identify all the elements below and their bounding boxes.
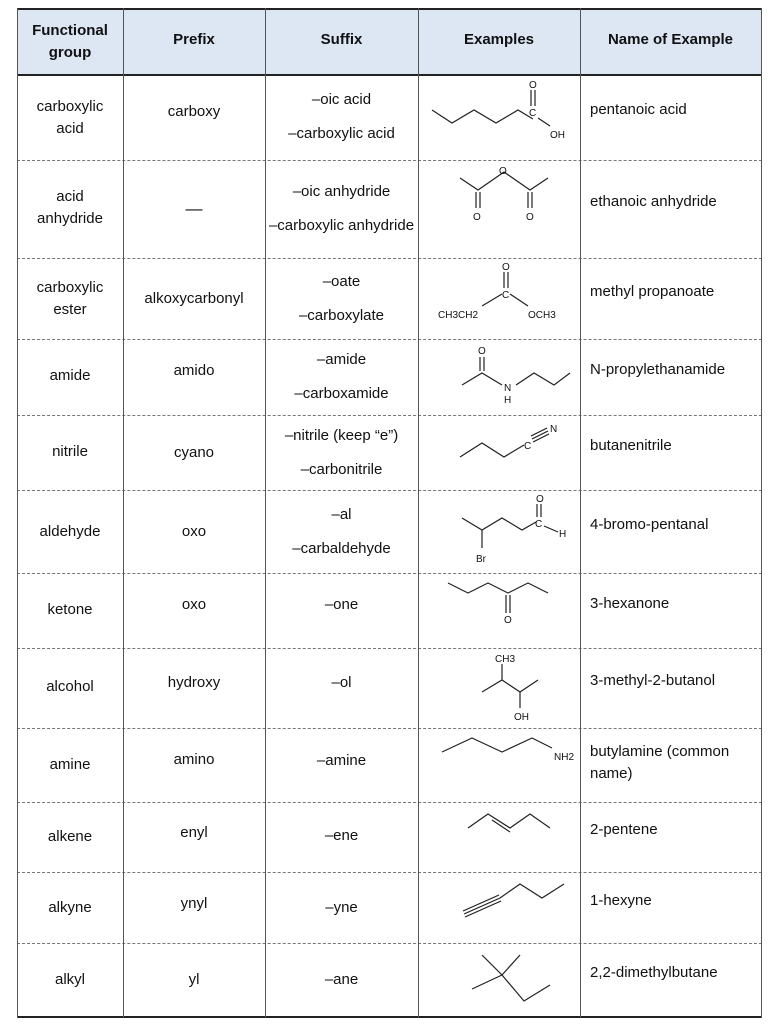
suffix-cell: –ol (331, 674, 352, 692)
suffix-secondary: –carboxylic anhydride (268, 217, 415, 234)
suffix-secondary: –carboxamide (294, 385, 389, 402)
triple-bond (463, 895, 499, 911)
name-cell (580, 339, 761, 415)
3-methyl-2-butanol-structure (420, 650, 580, 726)
carbon-label: C (502, 290, 510, 301)
example-name: methyl propanoate (590, 282, 715, 300)
oxygen-label: O (473, 212, 481, 223)
carbon-chain (462, 518, 536, 530)
example-name: N-propylethanamide (590, 361, 726, 379)
2,2-dimethylbutane-structure (420, 945, 580, 1013)
example-name: 4-bromo-pentanal (590, 515, 709, 533)
prefix-cell: oxo (181, 522, 207, 540)
suffix-cell: –ane (324, 970, 359, 988)
name-cell (580, 872, 761, 943)
header-examples: Examples (463, 31, 535, 49)
carbon-label: C (535, 519, 543, 530)
butylamine-structure (420, 730, 580, 800)
group-cell: alcohol (46, 678, 94, 696)
carbon-chain (502, 975, 550, 1001)
name-cell (580, 728, 761, 802)
butanenitrile-structure (420, 417, 580, 487)
methyl-bond (472, 975, 502, 989)
aldehyde-h-bond (544, 526, 558, 532)
carbon-chain (448, 583, 548, 593)
header-name-of-example: Name of Example (607, 31, 734, 49)
group-cell: alkyne (48, 899, 92, 917)
bromine-label: Br (476, 554, 486, 565)
2-pentene-structure (420, 804, 580, 870)
prefix-cell: amino (173, 751, 215, 769)
header-prefix: Prefix (173, 31, 215, 49)
example-name: pentanoic acid (590, 101, 687, 119)
methyl-bond (482, 955, 502, 975)
ester-bond (510, 294, 528, 306)
suffix-primary: –oic anhydride (292, 183, 391, 201)
3-hexanone-structure (420, 575, 580, 645)
oxygen-label: O (526, 212, 534, 223)
suffix-cell (265, 415, 418, 490)
example-name: butylamine (common name) (590, 743, 730, 782)
triple-bond (465, 901, 501, 917)
prefix-cell: amido (173, 362, 215, 380)
carbon-chain (432, 110, 533, 123)
prefix-cell: alkoxycarbonyl (144, 289, 244, 307)
name-cell (580, 258, 761, 339)
suffix-primary: –al (331, 505, 352, 523)
triple-bond (532, 431, 548, 439)
example-name: 3-methyl-2-butanol (590, 672, 716, 690)
group-cell: amine (49, 756, 91, 774)
nitrogen-label: N (504, 383, 512, 394)
suffix-cell (265, 74, 418, 160)
example-name: 3-hexanone (590, 594, 670, 612)
carbon-chain (482, 680, 538, 692)
suffix-secondary: –carbaldehyde (292, 539, 391, 557)
header-suffix: Suffix (320, 31, 363, 49)
group-cell: carboxylic ester (36, 279, 104, 318)
carbon-chain (442, 738, 552, 752)
amide-backbone (462, 373, 502, 385)
column-border (17, 8, 18, 1018)
example-name: butanenitrile (590, 436, 672, 454)
4-bromo-pentanal-structure (420, 492, 580, 572)
suffix-cell: –amine (316, 752, 367, 770)
ethyl-bond (482, 294, 502, 306)
column-border (761, 8, 762, 1018)
name-cell (580, 490, 761, 573)
example-name: ethanoic anhydride (590, 193, 717, 211)
triple-bond (464, 898, 500, 914)
methyl-label: CH3 (495, 654, 516, 665)
carbon-label: C (529, 108, 537, 119)
suffix-primary: –amide (316, 351, 367, 369)
suffix-secondary: –carbonitrile (300, 460, 383, 478)
oxygen-label: O (536, 494, 544, 505)
suffix-cell: –ene (324, 827, 359, 845)
oxygen-label: O (504, 615, 512, 626)
methoxy-label: OCH3 (528, 310, 556, 321)
prefix-cell: — (185, 198, 203, 218)
name-cell (580, 74, 761, 160)
functional-groups-table (17, 8, 762, 1018)
group-cell: alkene (47, 828, 93, 846)
carbon-chain (460, 443, 524, 457)
suffix-cell (265, 258, 418, 339)
name-cell (580, 160, 761, 258)
methyl-bond (502, 955, 520, 975)
suffix-cell: –one (324, 596, 359, 614)
suffix-primary: –nitrile (keep “e”) (284, 426, 399, 444)
name-cell (580, 415, 761, 490)
group-cell: alkyl (54, 971, 85, 989)
column-border (418, 8, 419, 1018)
prefix-cell: hydroxy (167, 674, 221, 692)
suffix-primary: –oic acid (311, 91, 372, 109)
oxygen-label: O (502, 262, 510, 273)
bridge-oxygen-label: O (499, 166, 507, 177)
amine-label: NH2 (554, 752, 575, 763)
suffix-primary: –oate (322, 272, 361, 290)
suffix-secondary: –carboxylic acid (288, 125, 395, 142)
group-cell: nitrile (52, 443, 88, 461)
header-functional-group: Functional group (32, 22, 108, 61)
ethanoic-anhydride-structure (420, 162, 580, 258)
carbon-chain (468, 814, 550, 828)
group-cell: ketone (47, 601, 93, 619)
triple-bond (531, 428, 547, 436)
suffix-cell (265, 490, 418, 573)
table-bottom-rule (17, 1016, 762, 1018)
name-cell (580, 648, 761, 728)
group-cell: aldehyde (39, 523, 101, 541)
example-name: 1-hexyne (590, 891, 652, 909)
group-cell: amide (49, 367, 91, 385)
oh-bond (538, 118, 550, 126)
pentanoic-acid-structure (420, 78, 580, 158)
hydroxyl-label: OH (514, 712, 529, 723)
group-cell: carboxylic acid (36, 98, 104, 137)
hydroxyl-label: OH (550, 130, 565, 141)
carbon-chain (500, 884, 564, 898)
n-propylethanamide-structure (420, 341, 580, 413)
triple-bond (533, 434, 549, 442)
propyl-chain (516, 373, 570, 385)
example-name: 2,2-dimethylbutane (590, 963, 718, 981)
suffix-cell (265, 160, 418, 258)
prefix-cell: cyano (173, 443, 215, 461)
prefix-cell: carboxy (167, 103, 221, 121)
hydrogen-label: H (504, 395, 512, 406)
prefix-cell: ynyl (180, 895, 208, 913)
oxygen-label: O (478, 346, 486, 357)
group-cell: acid anhydride (37, 188, 103, 227)
suffix-secondary: –carboxylate (298, 306, 385, 324)
ethyl-label: CH3CH2 (438, 310, 479, 321)
prefix-cell: enyl (180, 824, 208, 842)
suffix-cell (265, 339, 418, 415)
name-cell (580, 943, 761, 1016)
prefix-cell: oxo (181, 596, 207, 614)
name-cell (580, 802, 761, 872)
carbon-label: C (524, 441, 532, 452)
hydrogen-label: H (559, 529, 567, 540)
prefix-cell: yl (188, 970, 200, 988)
example-name: 2-pentene (590, 821, 658, 839)
suffix-cell: –yne (325, 898, 358, 916)
1-hexyne-structure (420, 874, 580, 940)
name-cell (580, 573, 761, 648)
nitrogen-label: N (550, 424, 558, 435)
methyl-propanoate-structure (420, 260, 580, 338)
oxygen-label: O (529, 80, 537, 91)
